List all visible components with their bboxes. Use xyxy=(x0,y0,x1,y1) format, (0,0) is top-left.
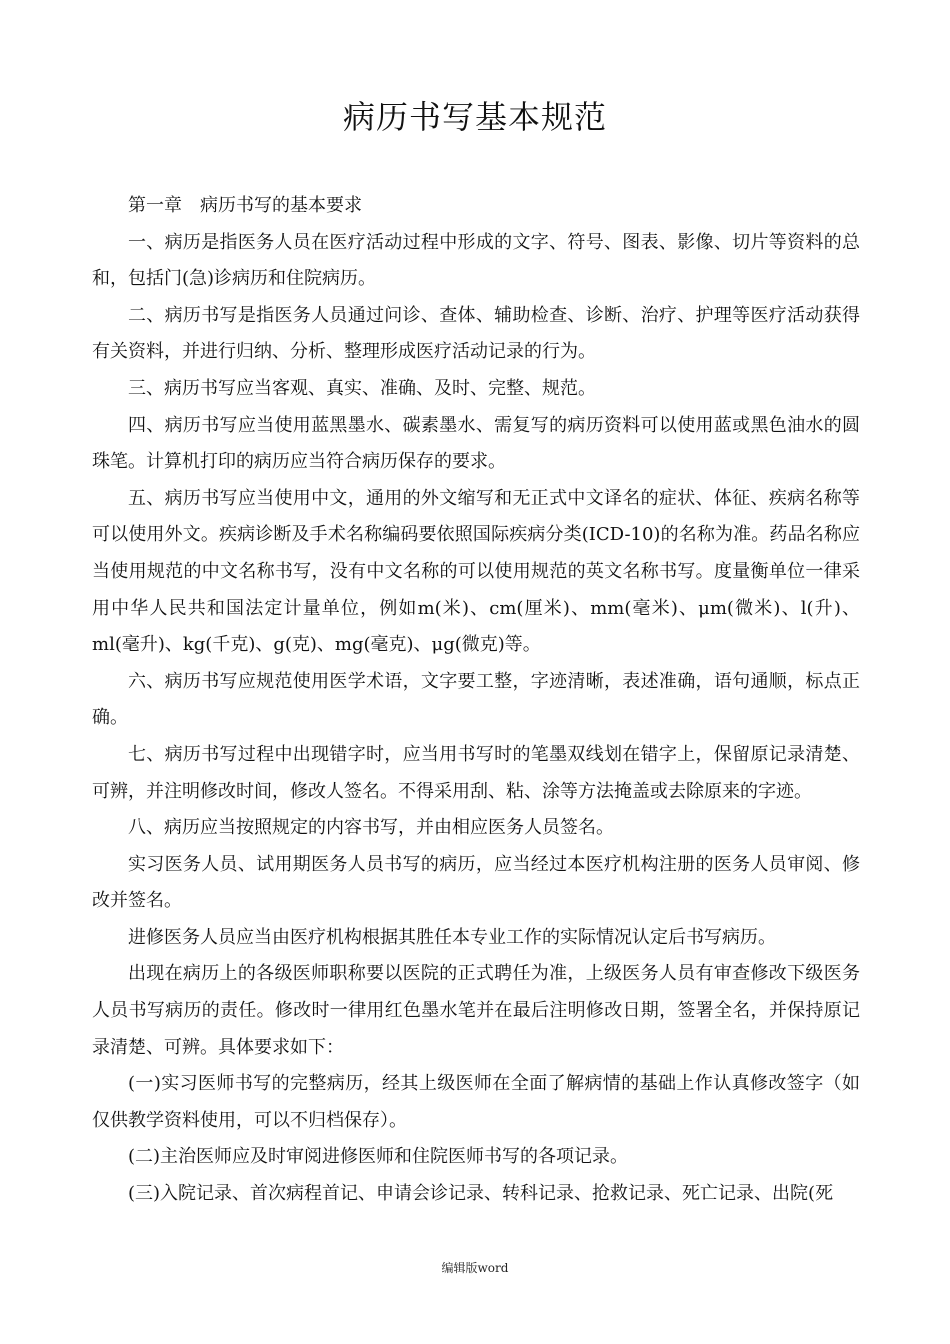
list-item: (二)主治医师应及时审阅进修医师和住院医师书写的各项记录。 xyxy=(128,1146,629,1168)
page-footer: 编辑版word xyxy=(441,1261,509,1275)
list-item: (一)实习医师书写的完整病历，经其上级医师在全面了解病情的基础上作认真修改签字（如仅供教学资料使用，可以不归档保存）。 xyxy=(92,1073,860,1131)
chapter-heading: 第一章 病历书写的基本要求 xyxy=(128,195,362,216)
paragraph: 二、病历书写是指医务人员通过问诊、查体、辅助检查、诊断、治疗、护理等医疗活动获得有关资料，并进行归纳、分析、整理形成医疗活动记录的行为。 xyxy=(92,304,860,363)
document-title: 病历书写基本规范 xyxy=(342,98,607,136)
paragraph: 一、病历是指医务人员在医疗活动过程中形成的文字、符号、图表、影像、切片等资料的总和，包括门(急)诊病历和住院病历。 xyxy=(92,231,860,290)
paragraph: 八、病历应当按照规定的内容书写，并由相应医务人员签名。 xyxy=(128,817,614,839)
paragraph: 三、病历书写应当客观、真实、准确、及时、完整、规范。 xyxy=(128,377,596,399)
paragraph: 实习医务人员、试用期医务人员书写的病历，应当经过本医疗机构注册的医务人员审阅、修改并签名。 xyxy=(92,853,860,912)
list-item: (三)入院记录、首次病程首记、申请会诊记录、转科记录、抢救记录、死亡记录、出院(死 xyxy=(128,1183,834,1205)
paragraph: 进修医务人员应当由医疗机构根据其胜任本专业工作的实际情况认定后书写病历。 xyxy=(128,926,776,948)
paragraph: 七、病历书写过程中出现错字时，应当用书写时的笔墨双线划在错字上，保留原记录清楚、可辨，并注明修改时间，修改人签名。不得采用刮、粘、涂等方法掩盖或去除原来的字迹。 xyxy=(92,743,860,802)
paragraph: 五、病历书写应当使用中文，通用的外文缩写和无正式中文译名的症状、体征、疾病名称等可以使用外文。疾病诊断及手术名称编码要依照国际疾病分类(ICD-10)的名称为准。药品名称应当使用规范的中文名称书写，没有中文名称的可以使用规范的英文名称书写。度量衡单位一律采用中华人民共和国法定计量单位，例如m(米)、cm(厘米)、mm(毫米)、μm(微米)、l(升)、ml(毫升)、kg(千克)、g(克)、mg(毫克)、μg(微克)等。 xyxy=(92,487,860,656)
document-body xyxy=(92,188,860,1213)
paragraph: 四、病历书写应当使用蓝黑墨水、碳素墨水、需复写的病历资料可以使用蓝或黑色油水的圆珠笔。计算机打印的病历应当符合病历保存的要求。 xyxy=(92,414,860,473)
paragraph: 六、病历书写应规范使用医学术语，文字要工整，字迹清晰，表述准确，语句通顺，标点正确。 xyxy=(92,670,860,729)
paragraph: 出现在病历上的各级医师职称要以医院的正式聘任为准，上级医务人员有审查修改下级医务人员书写病历的责任。修改时一律用红色墨水笔并在最后注明修改日期，签署全名，并保持原记录清楚、可辨。具体要求如下： xyxy=(92,963,860,1058)
